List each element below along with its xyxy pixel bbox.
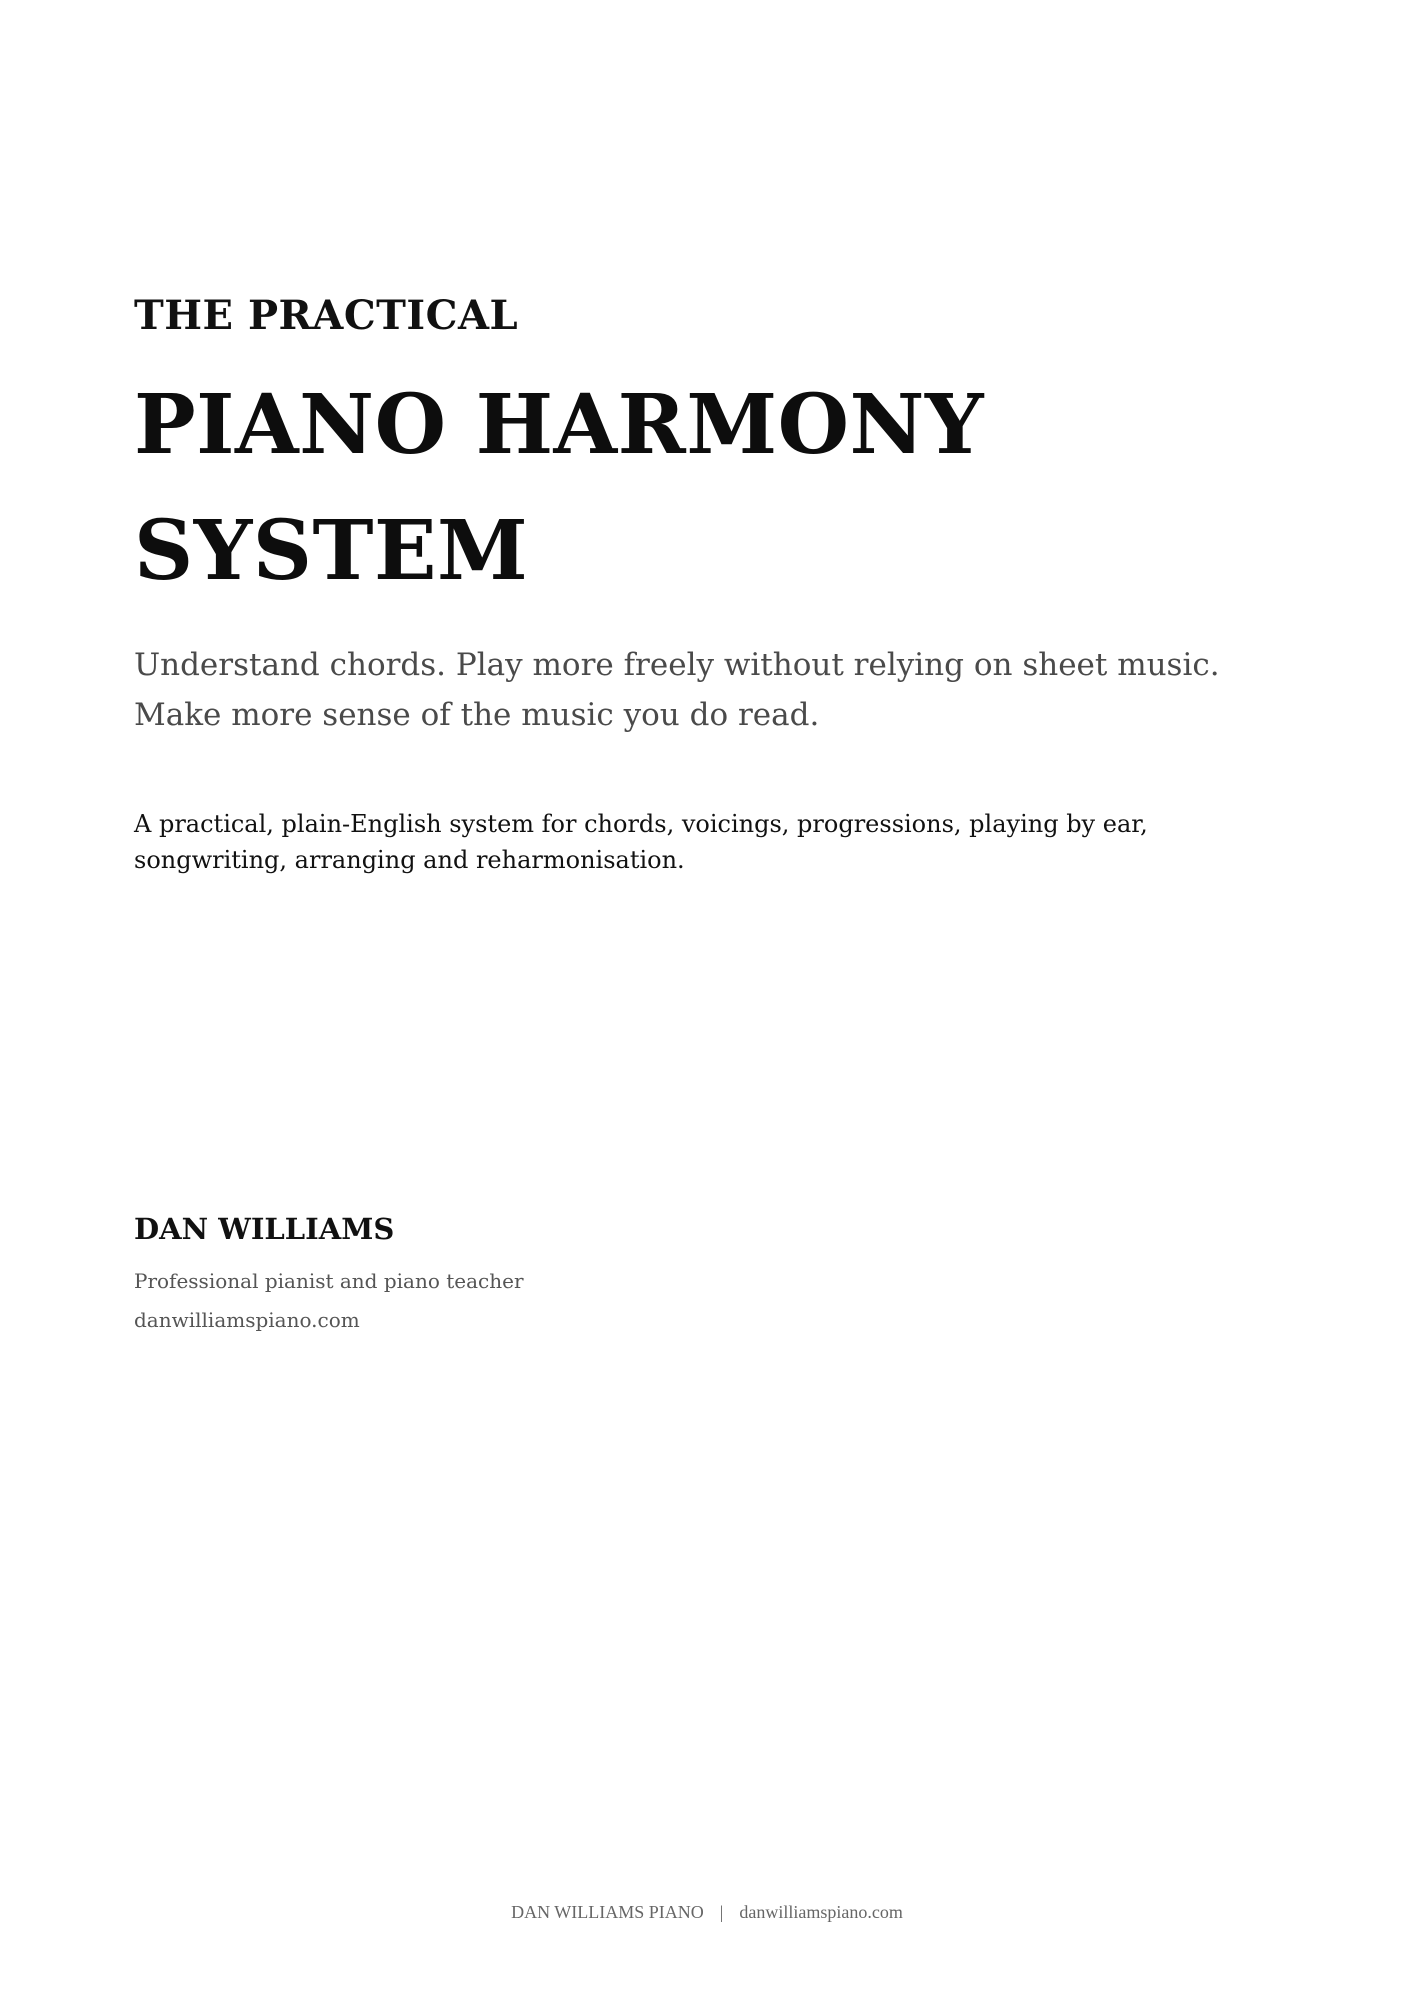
footer-brand: DAN WILLIAMS PIANO [511,1902,704,1922]
footer-separator: | [719,1902,724,1922]
footer-website: danwilliamspiano.com [739,1902,903,1922]
page-title [134,362,984,614]
author-role: Professional pianist and piano teacher [134,1269,524,1293]
title-line-1: PIANO HARMONY [134,377,985,473]
title-line-2: SYSTEM [134,503,529,599]
page-footer [0,1902,1414,1924]
title-kicker: THE PRACTICAL [134,292,519,339]
author-name: DAN WILLIAMS [134,1212,395,1246]
description-paragraph: A practical, plain-English system for chords, voicings, progressions, playing by ear, songwriting, arranging and reharmonisation. [134,810,1148,874]
author-website: danwilliamspiano.com [134,1308,360,1332]
lead-paragraph: Understand chords. Play more freely without relying on sheet music. Make more sense of the music you do read. [134,647,1220,733]
